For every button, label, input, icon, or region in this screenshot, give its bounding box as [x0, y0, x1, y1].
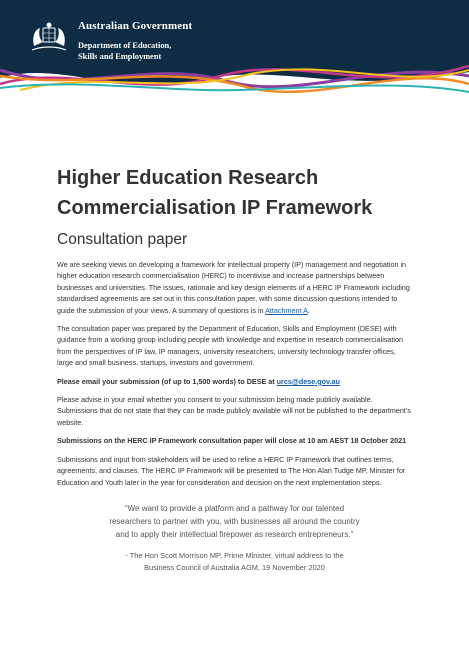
quote-line-2: researchers to partner with you, with businesses all around the country [109, 516, 360, 526]
government-branding [78, 20, 192, 62]
next-steps-paragraph: Submissions and input from stakeholders will be used to refine a HERC IP Framework that outlines terms, agreements, and clauses. The HERC IP Framework will be presented to The Hon Alan Tudge MP, Minister for Education and Youth later in the year for consideration and decision on the next implementation steps. [57, 454, 406, 487]
document-body [57, 163, 412, 574]
quote-line-1: “We want to provide a platform and a pathway for our talented [124, 503, 345, 513]
consent-paragraph: Please advise in your email whether you consent to your submission being made publicly available. Submissions that do not state that they can be made publicly available will not be published to the department’s website. [57, 395, 411, 427]
closing-date-paragraph: Submissions on the HERC IP Framework consultation paper will close at 10 am AEST 18 October 2021 [57, 436, 407, 446]
department-line-1: Department of Education, [78, 41, 172, 50]
intro-paragraph [57, 259, 412, 316]
intro-end: . [307, 305, 310, 315]
preparation-paragraph: The consultation paper was prepared by the Department of Education, Skills and Employment (DESE) with guidance from a working group including people with knowledge and expertise in research commercialisation from the perspectives of IP law, IP managers, university researchers, university technology transfer offices, large and small business, startups, investors and government. [57, 324, 403, 368]
document-subtitle: Consultation paper [57, 231, 188, 248]
government-title: Australian Government [78, 20, 193, 32]
submission-text: Please email your submission (of up to 1,500 words) to DESE at [57, 376, 277, 386]
attachment-a-link[interactable]: Attachment A [265, 305, 308, 315]
document-title [57, 163, 412, 223]
department-line-2: Skills and Employment [78, 52, 162, 61]
quote-line-3: and to apply their intellectual firepower as research entrepreneurs.” [115, 529, 354, 539]
submission-email-link[interactable]: urcs@dese.gov.au [276, 376, 340, 386]
department-name [78, 40, 192, 62]
title-line-2: Commercialisation IP Framework [57, 197, 373, 219]
attribution-line-1: - The Hon Scott Morrison MP, Prime Minister, virtual address to the [125, 550, 344, 560]
attribution-line-2: Business Council of Australia AGM, 19 November 2020 [144, 562, 325, 572]
pm-quote [57, 502, 412, 541]
decorative-waves [0, 0, 469, 110]
header-banner [0, 0, 469, 110]
intro-text: We are seeking views on developing a framework for intellectual property (IP) management and negotiation in higher education research commercialisation (HERC) to incentivise and increase partnerships between businesses and universities. The issues, rationale and key design elements of a HERC IP Framework including standardised agreements are set out in this consultation paper, with some discussion questions intended to guide the submission of your views. A summary of questions is in [57, 260, 410, 315]
quote-attribution [57, 550, 412, 574]
coat-of-arms-icon [28, 20, 70, 56]
title-line-1: Higher Education Research [57, 167, 319, 189]
submission-instruction [57, 376, 412, 387]
